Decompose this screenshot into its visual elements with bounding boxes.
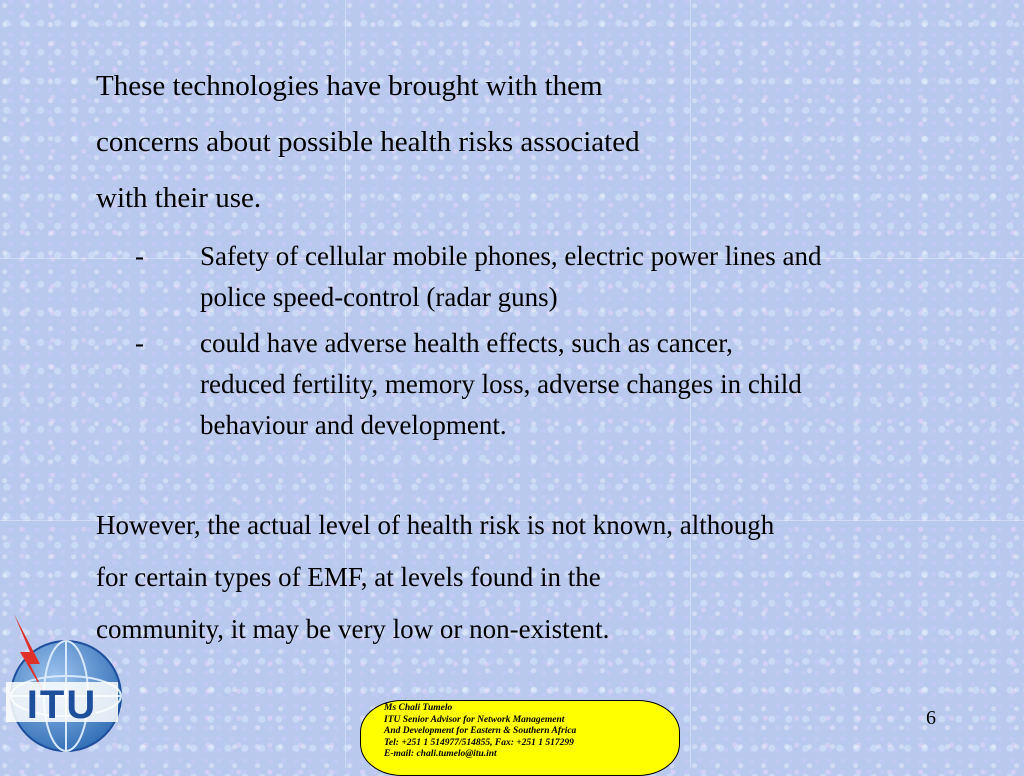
conclusion-line: However, the actual level of health risk is not known, although xyxy=(96,510,775,540)
itu-logo-text: ITU xyxy=(26,683,98,727)
conclusion-line: community, it may be very low or non-existent. xyxy=(96,614,610,644)
bullet-marker: - xyxy=(135,241,144,271)
intro-line: with their use. xyxy=(96,182,262,214)
contact-name: Ms Chali Tumelo xyxy=(384,703,453,713)
conclusion-line: for certain types of EMF, at levels found in the xyxy=(96,562,601,592)
bullet-list xyxy=(130,236,1010,451)
bullet-marker: - xyxy=(135,328,144,358)
contact-title: ITU Senior Advisor for Network Management xyxy=(384,714,565,725)
bullet-line: police speed-control (radar guns) xyxy=(200,282,558,312)
intro-line: These technologies have brought with them xyxy=(96,70,603,102)
bullet-line: reduced fertility, memory loss, adverse changes in child xyxy=(200,369,802,399)
bullet-line: Safety of cellular mobile phones, electric power lines and xyxy=(200,241,822,271)
contact-details xyxy=(384,703,664,761)
contact-phone: Tel: +251 1 514977/514855, Fax: +251 1 517299 xyxy=(384,737,574,748)
intro-paragraph xyxy=(96,58,976,226)
bullet-line: behaviour and development. xyxy=(200,410,507,440)
page-number: 6 xyxy=(926,707,936,729)
conclusion-paragraph xyxy=(96,499,976,655)
intro-line: concerns about possible health risks associated xyxy=(96,126,640,158)
bullet-line: could have adverse health effects, such as cancer, xyxy=(200,328,733,358)
bullet-item xyxy=(130,323,1010,446)
contact-region: And Development for Eastern & Southern Africa xyxy=(384,726,577,737)
contact-email: E-mail: chali.tumelo@itu.int xyxy=(384,749,497,760)
itu-logo-icon xyxy=(0,612,130,768)
bullet-item xyxy=(130,236,1010,318)
